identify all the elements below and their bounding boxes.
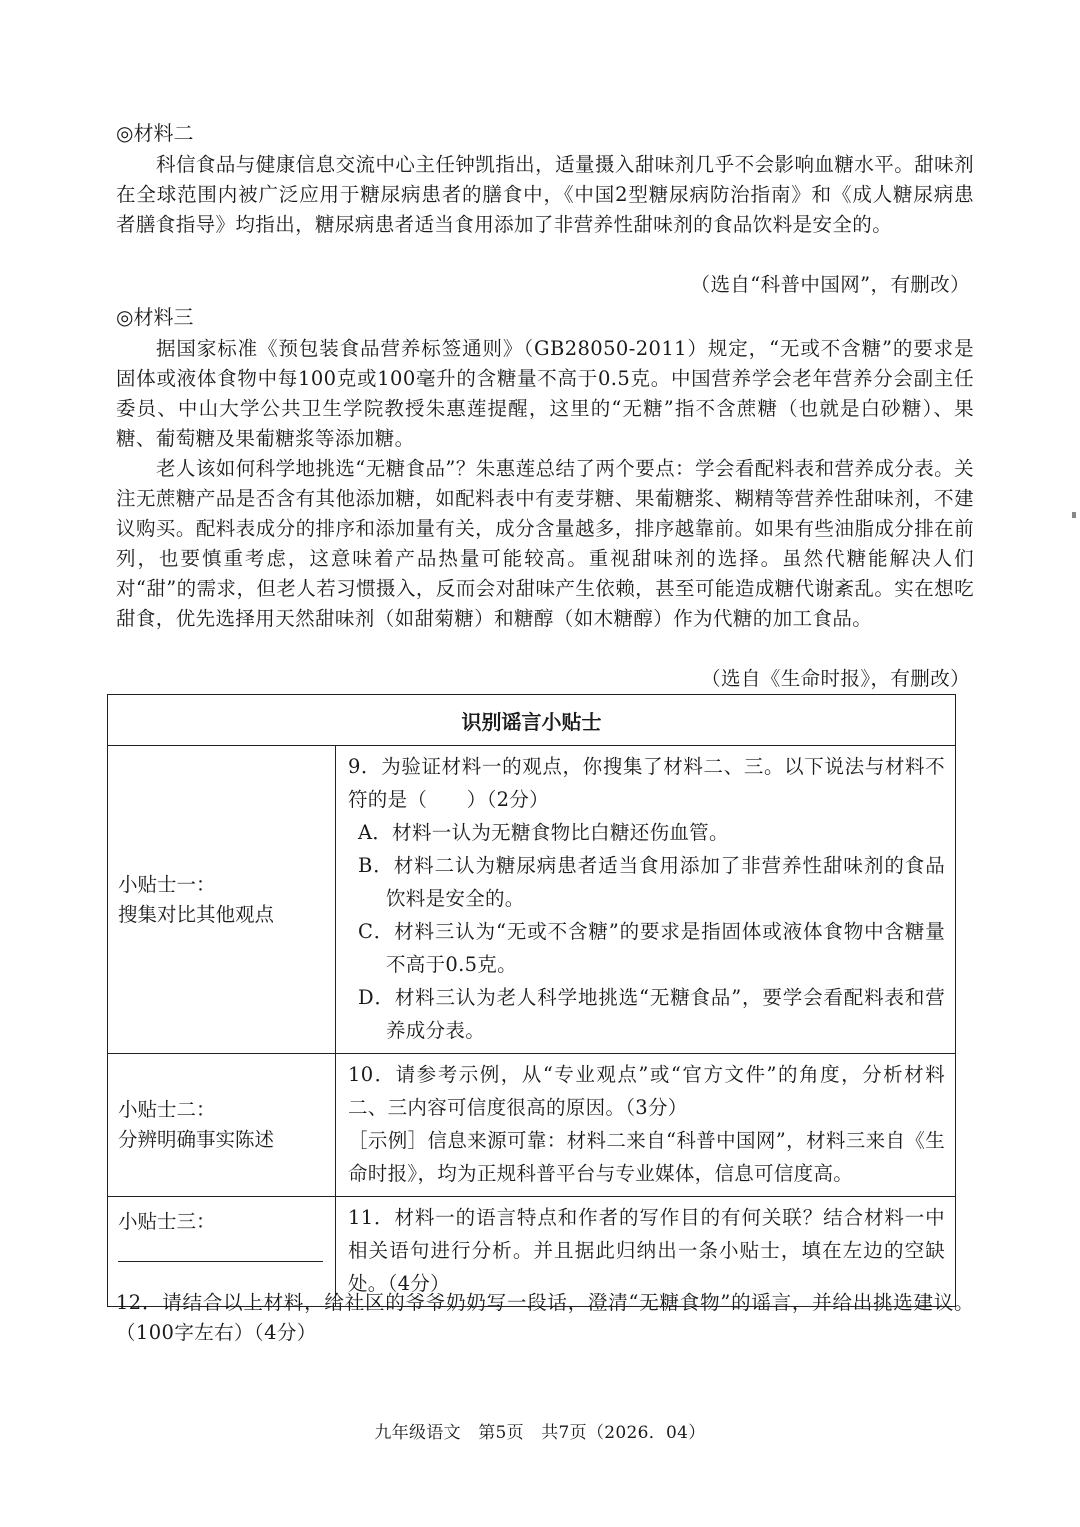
table-row-tip1: [108, 746, 956, 1054]
tip1-label-line2: 搜集对比其他观点: [118, 902, 275, 926]
tip2-label-line2: 分辨明确事实陈述: [118, 1128, 275, 1151]
question-9-option-c: C．材料三认为“无或不含糖”的要求是指固体或液体食物中含糖量不高于0.5克。: [358, 920, 945, 976]
question-10-stem: 10．请参考示例，从“专业观点”或“官方文件”的角度，分析材料二、三内容可信度很高的原因。（3分）: [348, 1063, 945, 1119]
tip3-answer-blank[interactable]: [118, 1237, 323, 1262]
material3-paragraph-1: 据国家标准《预包装食品营养标签通则》（GB28050-2011）规定，“无或不含糖”的要求是固体或液体食物中每100克或100毫升的含糖量不高于0.5克。中国营养学会老年营养分会副主任委员、中山大学公共卫生学院教授朱惠莲提醒，这里的“无糖”指不含蔗糖（也就是白砂糖）、果糖、葡萄糖及果葡糖浆等添加糖。: [116, 337, 974, 450]
material2-heading: ◎材料二: [116, 121, 194, 145]
question-9-option-d: D．材料三认为老人科学地挑选“无糖食品”，要学会看配料表和营养成分表。: [358, 986, 945, 1042]
question-12: 12．请结合以上材料，给社区的爷爷奶奶写一段话，澄清“无糖食物”的谣言，并给出挑选建议。（100字左右）（4分）: [116, 1291, 974, 1344]
table-row-tip2: [108, 1054, 956, 1197]
question-10-example: ［示例］信息来源可靠：材料二来自“科普中国网”，材料三来自《生命时报》，均为正规科普平台与专业媒体，信息可信度高。: [348, 1129, 945, 1185]
tip1-label: [108, 746, 336, 1054]
page-footer: 九年级语文 第5页 共7页（2026．04）: [374, 1423, 706, 1443]
question-10: [336, 1054, 956, 1197]
tip3-label-text: 小贴士三：: [118, 1210, 216, 1233]
table-title: 识别谣言小贴士: [108, 695, 956, 746]
rumor-tips-table: [107, 694, 956, 1307]
question-9: [336, 746, 956, 1054]
question-9-option-a: A．材料一认为无糖食物比白糖还伤血管。: [358, 821, 729, 844]
material3-paragraph-2: 老人该如何科学地挑选“无糖食品”？朱惠莲总结了两个要点：学会看配料表和营养成分表。关注无蔗糖产品是否含有其他添加糖，如配料表中有麦芽糖、果葡糖浆、糊精等营养性甜味剂，不建议购买。配料表成分的排序和添加量有关，成分含量越多，排序越靠前。如果有些油脂成分排在前列，也要慎重考虑，这意味着产品热量可能较高。重视甜味剂的选择。虽然代糖能解决人们对“甜”的需求，但老人若习惯摄入，反而会对甜味产生依赖，甚至可能造成糖代谢紊乱。实在想吃甜食，优先选择用天然甜味剂（如甜菊糖）和糖醇（如木糖醇）作为代糖的加工食品。: [116, 457, 974, 630]
material3-heading: ◎材料三: [116, 305, 194, 329]
material2-paragraph: 科信食品与健康信息交流中心主任钟凯指出，适量摄入甜味剂几乎不会影响血糖水平。甜味剂在全球范围内被广泛应用于糖尿病患者的膳食中，《中国2型糖尿病防治指南》和《成人糖尿病患者膳食指导》均指出，糖尿病患者适当食用添加了非营养性甜味剂的食品饮料是安全的。: [116, 153, 974, 236]
question-9-option-b: B．材料二认为糖尿病患者适当食用添加了非营养性甜味剂的食品饮料是安全的。: [358, 854, 945, 910]
tip2-label-line1: 小贴士二：: [118, 1098, 216, 1121]
question-11-stem: 11．材料一的语言特点和作者的写作目的有何关联？结合材料一中相关语句进行分析。并且据此归纳出一条小贴士，填在左边的空缺处。（4分）: [348, 1206, 945, 1295]
question-9-stem: 9．为验证材料一的观点，你搜集了材料二、三。以下说法与材料不符的是（ ）（2分）: [348, 755, 945, 811]
tip2-label: [108, 1054, 336, 1197]
tip1-label-line1: 小贴士一：: [118, 872, 216, 896]
material2-source: （选自“科普中国网”，有删改）: [690, 273, 970, 296]
scan-mark: [1072, 512, 1076, 518]
material3-source: （选自《生命时报》，有删改）: [701, 667, 970, 690]
